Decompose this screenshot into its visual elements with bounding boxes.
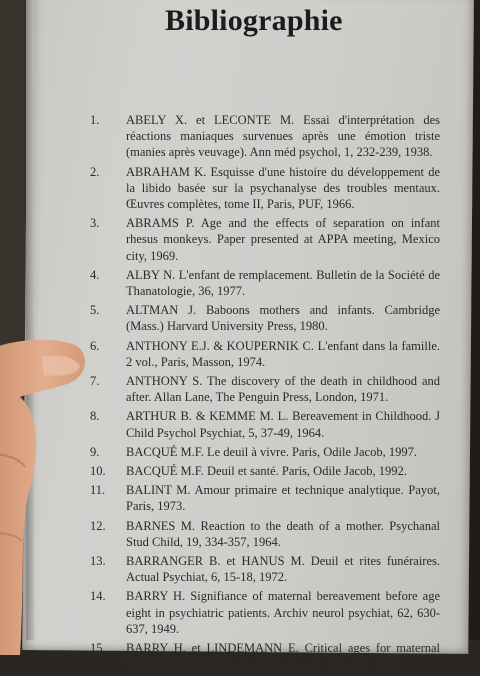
reference-item [90,444,440,460]
reference-text: ABELY X. et LECONTE M. Essai d'interprétation des réactions maniaques survenues après une émotion triste (manies après veuvage). Ann méd psychol, 1, 232-239, 1938. [126,113,440,160]
reference-item [90,408,440,440]
reference-list [90,112,440,676]
reference-item [90,463,440,479]
reference-item [90,518,440,550]
reference-item [90,640,440,672]
page-title: Bibliographie [165,4,343,37]
reference-item [90,338,440,370]
reference-item [90,267,440,299]
reference-text: ARTHUR B. & KEMME M. L. Bereavement in Childhood. J Child Psychol Psychiat, 5, 37-49, 1964. [126,409,440,440]
reference-text: BACQUÉ M.F. Deuil et santé. Paris, Odile Jacob, 1992. [126,464,407,479]
reference-item [90,553,440,585]
reference-text: BARRY H. Signifiance of maternal bereavement before age eight in psychiatric patients. Archiv neurol psychiat, 62, 630-637, 1949. [126,589,440,636]
reference-item [90,588,440,637]
reference-item [90,373,440,405]
reference-number: 15. [90,641,106,656]
thumb-image [0,335,95,655]
reference-number: 2. [90,164,100,179]
reference-item [90,112,440,161]
reference-text: ANTHONY S. The discovery of the death in childhood and after. Allan Lane, The Penguin Press, London, 1971. [126,374,440,405]
reference-number: 11. [90,483,106,498]
reference-text: ALTMAN J. Baboons mothers and infants. Cambridge (Mass.) Harvard University Press, 1980. [126,303,440,334]
reference-number: 5. [90,303,100,318]
reference-number: 4. [90,267,100,282]
reference-text: BACQUÉ M.F. Le deuil à vivre. Paris, Odile Jacob, 1997. [126,444,417,459]
reference-number: 13. [90,554,106,569]
reference-number: 6. [90,338,100,353]
reference-text: BARRANGER B. et HANUS M. Deuil et rites funéraires. Actual Psychiat, 6, 15-18, 1972. [126,554,440,585]
reference-text: BALINT M. Amour primaire et technique analytique. Payot, Paris, 1973. [126,483,440,514]
reference-number: 10. [90,464,106,479]
reference-text: ABRAMS P. Age and the effects of separation on infant rhesus monkeys. Paper presented at APPA meeting, Mexico city, 1969. [126,216,440,263]
reference-number: 3. [90,216,100,231]
reference-text: ALBY N. L'enfant de remplacement. Bulletin de la Société de Thanatologie, 36, 1977. [126,267,440,299]
reference-number: 12. [90,518,106,533]
reference-number: 9. [90,444,100,459]
reference-item [90,164,440,213]
reference-number: 7. [90,374,100,389]
reference-item [90,482,440,514]
reference-item [90,302,440,334]
reference-number: 1. [90,113,100,127]
reference-item [90,215,440,264]
reference-number: 8. [90,409,100,424]
reference-text: BARRY H. et LINDEMANN E. Critical ages for maternal bereavement. Psychosom medicine, 22, 166-181, 1960. [126,641,440,672]
reference-text: ANTHONY E.J. & KOUPERNIK C. L'enfant dans la famille. 2 vol., Paris, Masson, 1974. [126,338,440,369]
reference-text: ABRAHAM K. Esquisse d'une histoire du développement de la libido basée sur la psychanalyse des troubles mentaux. Œuvres complètes, tome II, Paris, PUF, 1966. [126,164,440,212]
reference-text: BARNES M. Reaction to the death of a mother. Psychanal Stud Child, 19, 334-357, 1964. [126,518,440,549]
reference-number: 14. [90,589,106,604]
